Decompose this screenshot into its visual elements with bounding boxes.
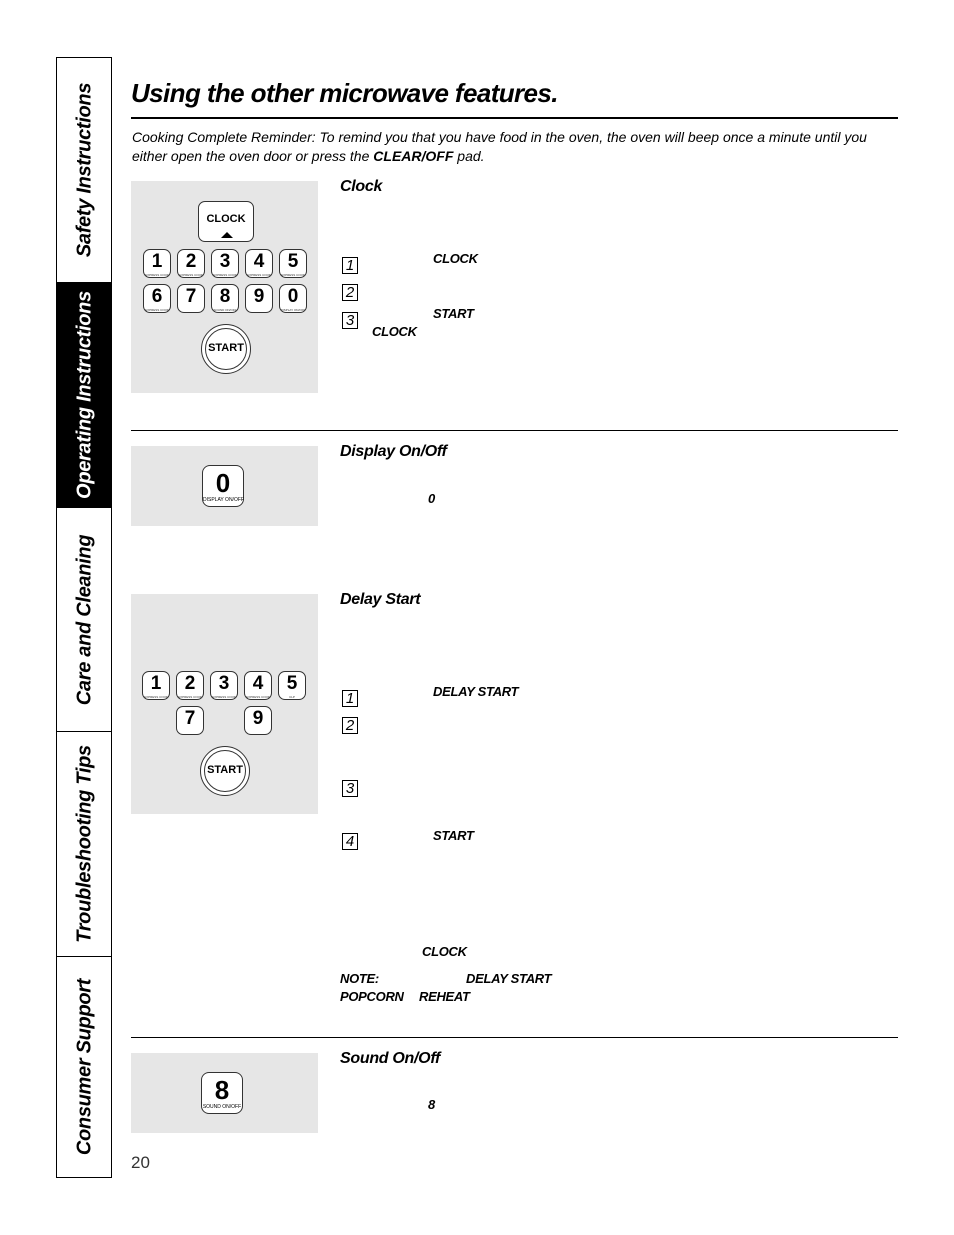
clock-heading: Clock <box>340 178 383 195</box>
tab-label: Operating Instructions <box>73 291 95 499</box>
tab-label: Care and Cleaning <box>73 534 95 705</box>
key-digit: 9 <box>253 286 265 307</box>
delay-heading: Delay Start <box>340 591 421 608</box>
note-keyword-delay-start: DELAY START <box>466 971 552 986</box>
page-number: 20 <box>131 1153 150 1172</box>
display-keypad-panel <box>131 446 318 526</box>
display-keyword: 0 <box>428 491 435 506</box>
key-5: 5 CLP <box>278 671 306 700</box>
key-9 <box>245 284 273 313</box>
page-title: Using the other microwave features. <box>131 78 558 108</box>
clock-step3-keyword-start: START <box>433 306 474 321</box>
intro-paragraph <box>132 128 872 166</box>
clock-step-3: 3 <box>342 312 358 329</box>
key-digit: 3 <box>219 251 231 272</box>
key-4: 4 EXPRESS COOK <box>245 249 273 278</box>
delay-clock-keyword: CLOCK <box>422 944 467 959</box>
key-8-sound: 8 SOUND ON/OFF <box>201 1072 243 1114</box>
section-divider <box>131 1037 898 1038</box>
display-heading: Display On/Off <box>340 443 447 460</box>
delay-step-3: 3 <box>342 780 358 797</box>
clock-step1-keyword: CLOCK <box>433 251 478 266</box>
delay-keypad-panel <box>131 594 318 814</box>
key-digit: 6 <box>151 286 163 307</box>
tab-label: Safety Instructions <box>73 82 95 258</box>
key-digit: 8 <box>214 1075 230 1105</box>
key-0: 0 DISPLAY ON/OFF <box>280 286 306 312</box>
tab-label: Consumer Support <box>73 978 95 1156</box>
section-tabs <box>56 57 112 1178</box>
key-digit: 1 <box>150 673 162 694</box>
sound-heading: Sound On/Off <box>340 1050 441 1067</box>
title-rule <box>131 117 898 119</box>
start-key <box>201 324 251 374</box>
key-3: 3 EXPRESS COOK <box>211 249 239 278</box>
key-4: 4 EXPRESS COOK <box>244 671 272 700</box>
start-key <box>200 746 250 796</box>
key-2: 2 EXPRESS COOK <box>177 249 205 278</box>
tab-label: Troubleshooting Tips <box>73 745 95 943</box>
sound-keypad-panel <box>131 1053 318 1133</box>
note-label: NOTE: <box>340 971 379 986</box>
key-9 <box>244 706 272 735</box>
clock-step3-keyword-clock: CLOCK <box>372 324 417 339</box>
tab-safety-instructions[interactable] <box>57 58 112 283</box>
key-7 <box>177 284 205 313</box>
key-0-display: 0 DISPLAY ON/OFF <box>202 465 244 507</box>
intro-text-end: pad. <box>453 148 485 164</box>
key-digit: 1 <box>151 251 163 272</box>
sound-keyword: 8 <box>428 1097 435 1112</box>
key-8: 8 SOUND ON/OFF <box>211 284 239 313</box>
delay-step-4: 4 <box>342 833 358 850</box>
key-1: 1 EXPRESS COOK <box>143 249 171 278</box>
delay-step-2: 2 <box>342 717 358 734</box>
clock-step-1: 1 <box>342 257 358 274</box>
tab-consumer-support[interactable] <box>57 957 112 1177</box>
delay-step1-keyword: DELAY START <box>433 684 519 699</box>
arrow-up-icon <box>221 232 233 238</box>
key-digit: 0 <box>215 468 231 498</box>
key-digit: 5 <box>286 673 298 694</box>
key-digit: 0 <box>287 286 299 307</box>
key-digit: 2 <box>184 673 196 694</box>
clock-key <box>198 201 254 242</box>
key-7 <box>176 706 204 735</box>
delay-step4-keyword: START <box>433 828 474 843</box>
key-digit: 4 <box>252 673 264 694</box>
key-digit: 9 <box>252 708 264 729</box>
delay-step-1: 1 <box>342 690 358 707</box>
tab-care-and-cleaning[interactable] <box>57 508 112 732</box>
tab-operating-instructions[interactable] <box>57 283 112 508</box>
intro-bold-clear-off: CLEAR/OFF <box>373 148 454 164</box>
clock-key-label: CLOCK <box>206 213 246 225</box>
intro-text: Cooking Complete Reminder: To remind you that you have food in the oven, the oven will beep once a minute until you either open the oven door or press the <box>132 129 867 164</box>
note-keyword-popcorn: POPCORN <box>340 989 404 1004</box>
key-digit: 2 <box>185 251 197 272</box>
clock-keypad-panel <box>131 181 318 393</box>
key-3: 3 EXPRESS COOK <box>210 671 238 700</box>
section-divider <box>131 430 898 431</box>
key-2: 2 EXPRESS COOK <box>176 671 204 700</box>
clock-step-2: 2 <box>342 284 358 301</box>
tab-troubleshooting-tips[interactable] <box>57 732 112 957</box>
start-key-label: START <box>208 342 244 354</box>
key-6: 6 EXPRESS COOK <box>143 284 171 313</box>
key-5: 5 EXPRESS COOK <box>279 249 307 278</box>
key-1: 1 EXPRESS COOK <box>142 671 170 700</box>
key-digit: 5 <box>287 251 299 272</box>
start-key-label: START <box>207 764 243 776</box>
key-digit: 4 <box>253 251 265 272</box>
key-digit: 3 <box>218 673 230 694</box>
note-keyword-reheat: REHEAT <box>419 989 470 1004</box>
key-digit: 8 <box>219 286 231 307</box>
key-digit: 7 <box>185 286 197 307</box>
key-digit: 7 <box>184 708 196 729</box>
